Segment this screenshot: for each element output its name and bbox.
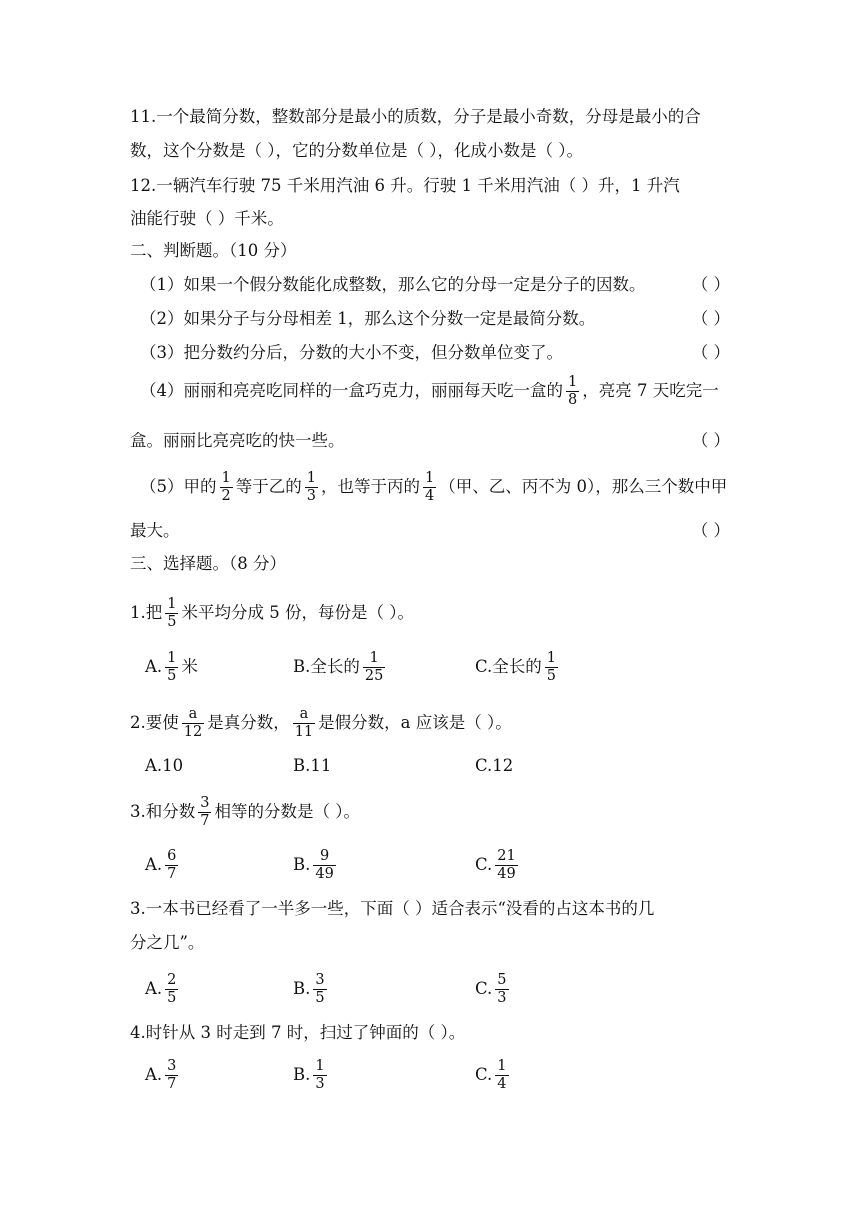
q4-option-a: A. $\frac{3}{7}$	[145, 1058, 177, 1092]
q3b-option-c: C. $\frac{5}{3}$	[475, 972, 507, 1006]
q11-line2: 数，这个分数是（ ），它的分数单位是（ ），化成小数是（ ）。	[130, 141, 583, 160]
section3-heading: 三、选择题。（8 分）	[130, 554, 286, 573]
choice-q3b-line1: 3.一本书已经看了一半多一些，下面（ ）适合表示“没看的占这本书的几	[130, 899, 655, 918]
fraction-a-12: $\frac{a}{12}$	[183, 706, 203, 740]
q12-line2: 油能行驶（ ）千米。	[130, 209, 284, 228]
q2-option-b: B.11	[293, 756, 332, 775]
judge-blank-5: （ ）	[691, 521, 730, 540]
choice-q4: 4.时针从 3 时走到 7 时，扫过了钟面的（ ）。	[130, 1023, 466, 1042]
fraction-three-sevenths: $\frac{3}{7}$	[200, 795, 210, 829]
judge-item-5-line1: （5）甲的 $\frac{1}{2}$ 等于乙的 $\frac{1}{3}$ ，也等于丙的 $\frac{1}{4}$ （甲、乙、丙不为 0），那么三个数中甲	[140, 470, 728, 504]
judge-blank-1: （ ）	[691, 275, 730, 294]
fraction-a-11: $\frac{a}{11}$	[294, 706, 314, 740]
q2-option-c: C.12	[475, 756, 514, 775]
judge-item-1: （1）如果一个假分数能化成整数，那么它的分母一定是分子的因数。	[140, 275, 646, 294]
judge-item-4-line1: （4）丽丽和亮亮吃同样的一盒巧克力，丽丽每天吃一盒的 $\frac{1}{8}$ ，亮亮 7 天吃完一	[140, 374, 719, 408]
fraction-quarter: $\frac{1}{4}$	[424, 470, 435, 504]
q3-option-a: A. $\frac{6}{7}$	[145, 848, 177, 882]
q3b-option-b: B. $\frac{3}{5}$	[293, 972, 325, 1006]
choice-q1: 1.把 $\frac{1}{5}$ 米平均分成 5 份，每份是（ ）。	[130, 596, 414, 630]
judge-item-2: （2）如果分子与分母相差 1，那么这个分数一定是最简分数。	[140, 309, 596, 328]
q3-option-c: C. $\frac{21}{49}$	[475, 848, 516, 882]
choice-q3: 3.和分数 $\frac{3}{7}$ 相等的分数是（ ）。	[130, 795, 360, 829]
fraction-half: $\frac{1}{2}$	[221, 470, 231, 504]
section2-heading: 二、判断题。（10 分）	[130, 241, 297, 260]
judge-blank-4: （ ）	[691, 431, 730, 450]
choice-q2: 2.要使 $\frac{a}{12}$ 是真分数， $\frac{a}{11}$ 是假分数，a 应该是（ ）。	[130, 706, 512, 740]
judge-blank-2: （ ）	[691, 309, 730, 328]
q1-option-c: C.全长的 $\frac{1}{5}$	[475, 650, 557, 684]
q2-option-a: A.10	[145, 756, 184, 775]
judge-item-4-line2: 盒。丽丽比亮亮吃的快一些。	[130, 431, 345, 450]
judge-item-3: （3）把分数约分后，分数的大小不变，但分数单位变了。	[140, 343, 563, 362]
judge-item-5-line2: 最大。	[130, 521, 180, 540]
fraction-one-eighth: $\frac{1}{8}$	[568, 374, 578, 408]
q1-option-b: B.全长的 $\frac{1}{25}$	[293, 650, 384, 684]
q4-option-c: C. $\frac{1}{4}$	[475, 1058, 507, 1092]
fraction-one-fifth: $\frac{1}{5}$	[167, 596, 177, 630]
fraction-third: $\frac{1}{3}$	[306, 470, 316, 504]
q4-option-b: B. $\frac{1}{3}$	[293, 1058, 325, 1092]
choice-q3b-line2: 分之几”。	[130, 933, 205, 952]
q3b-option-a: A. $\frac{2}{5}$	[145, 972, 177, 1006]
q12-line1: 12.一辆汽车行驶 75 千米用汽油 6 升。行驶 1 千米用汽油（ ）升，1 升汽	[130, 176, 680, 195]
q1-option-a: A. $\frac{1}{5}$ 米	[145, 650, 198, 684]
judge-blank-3: （ ）	[691, 343, 730, 362]
q3-option-b: B. $\frac{9}{49}$	[293, 848, 334, 882]
q11-line1: 11.一个最简分数，整数部分是最小的质数，分子是最小奇数，分母是最小的合	[130, 107, 701, 126]
